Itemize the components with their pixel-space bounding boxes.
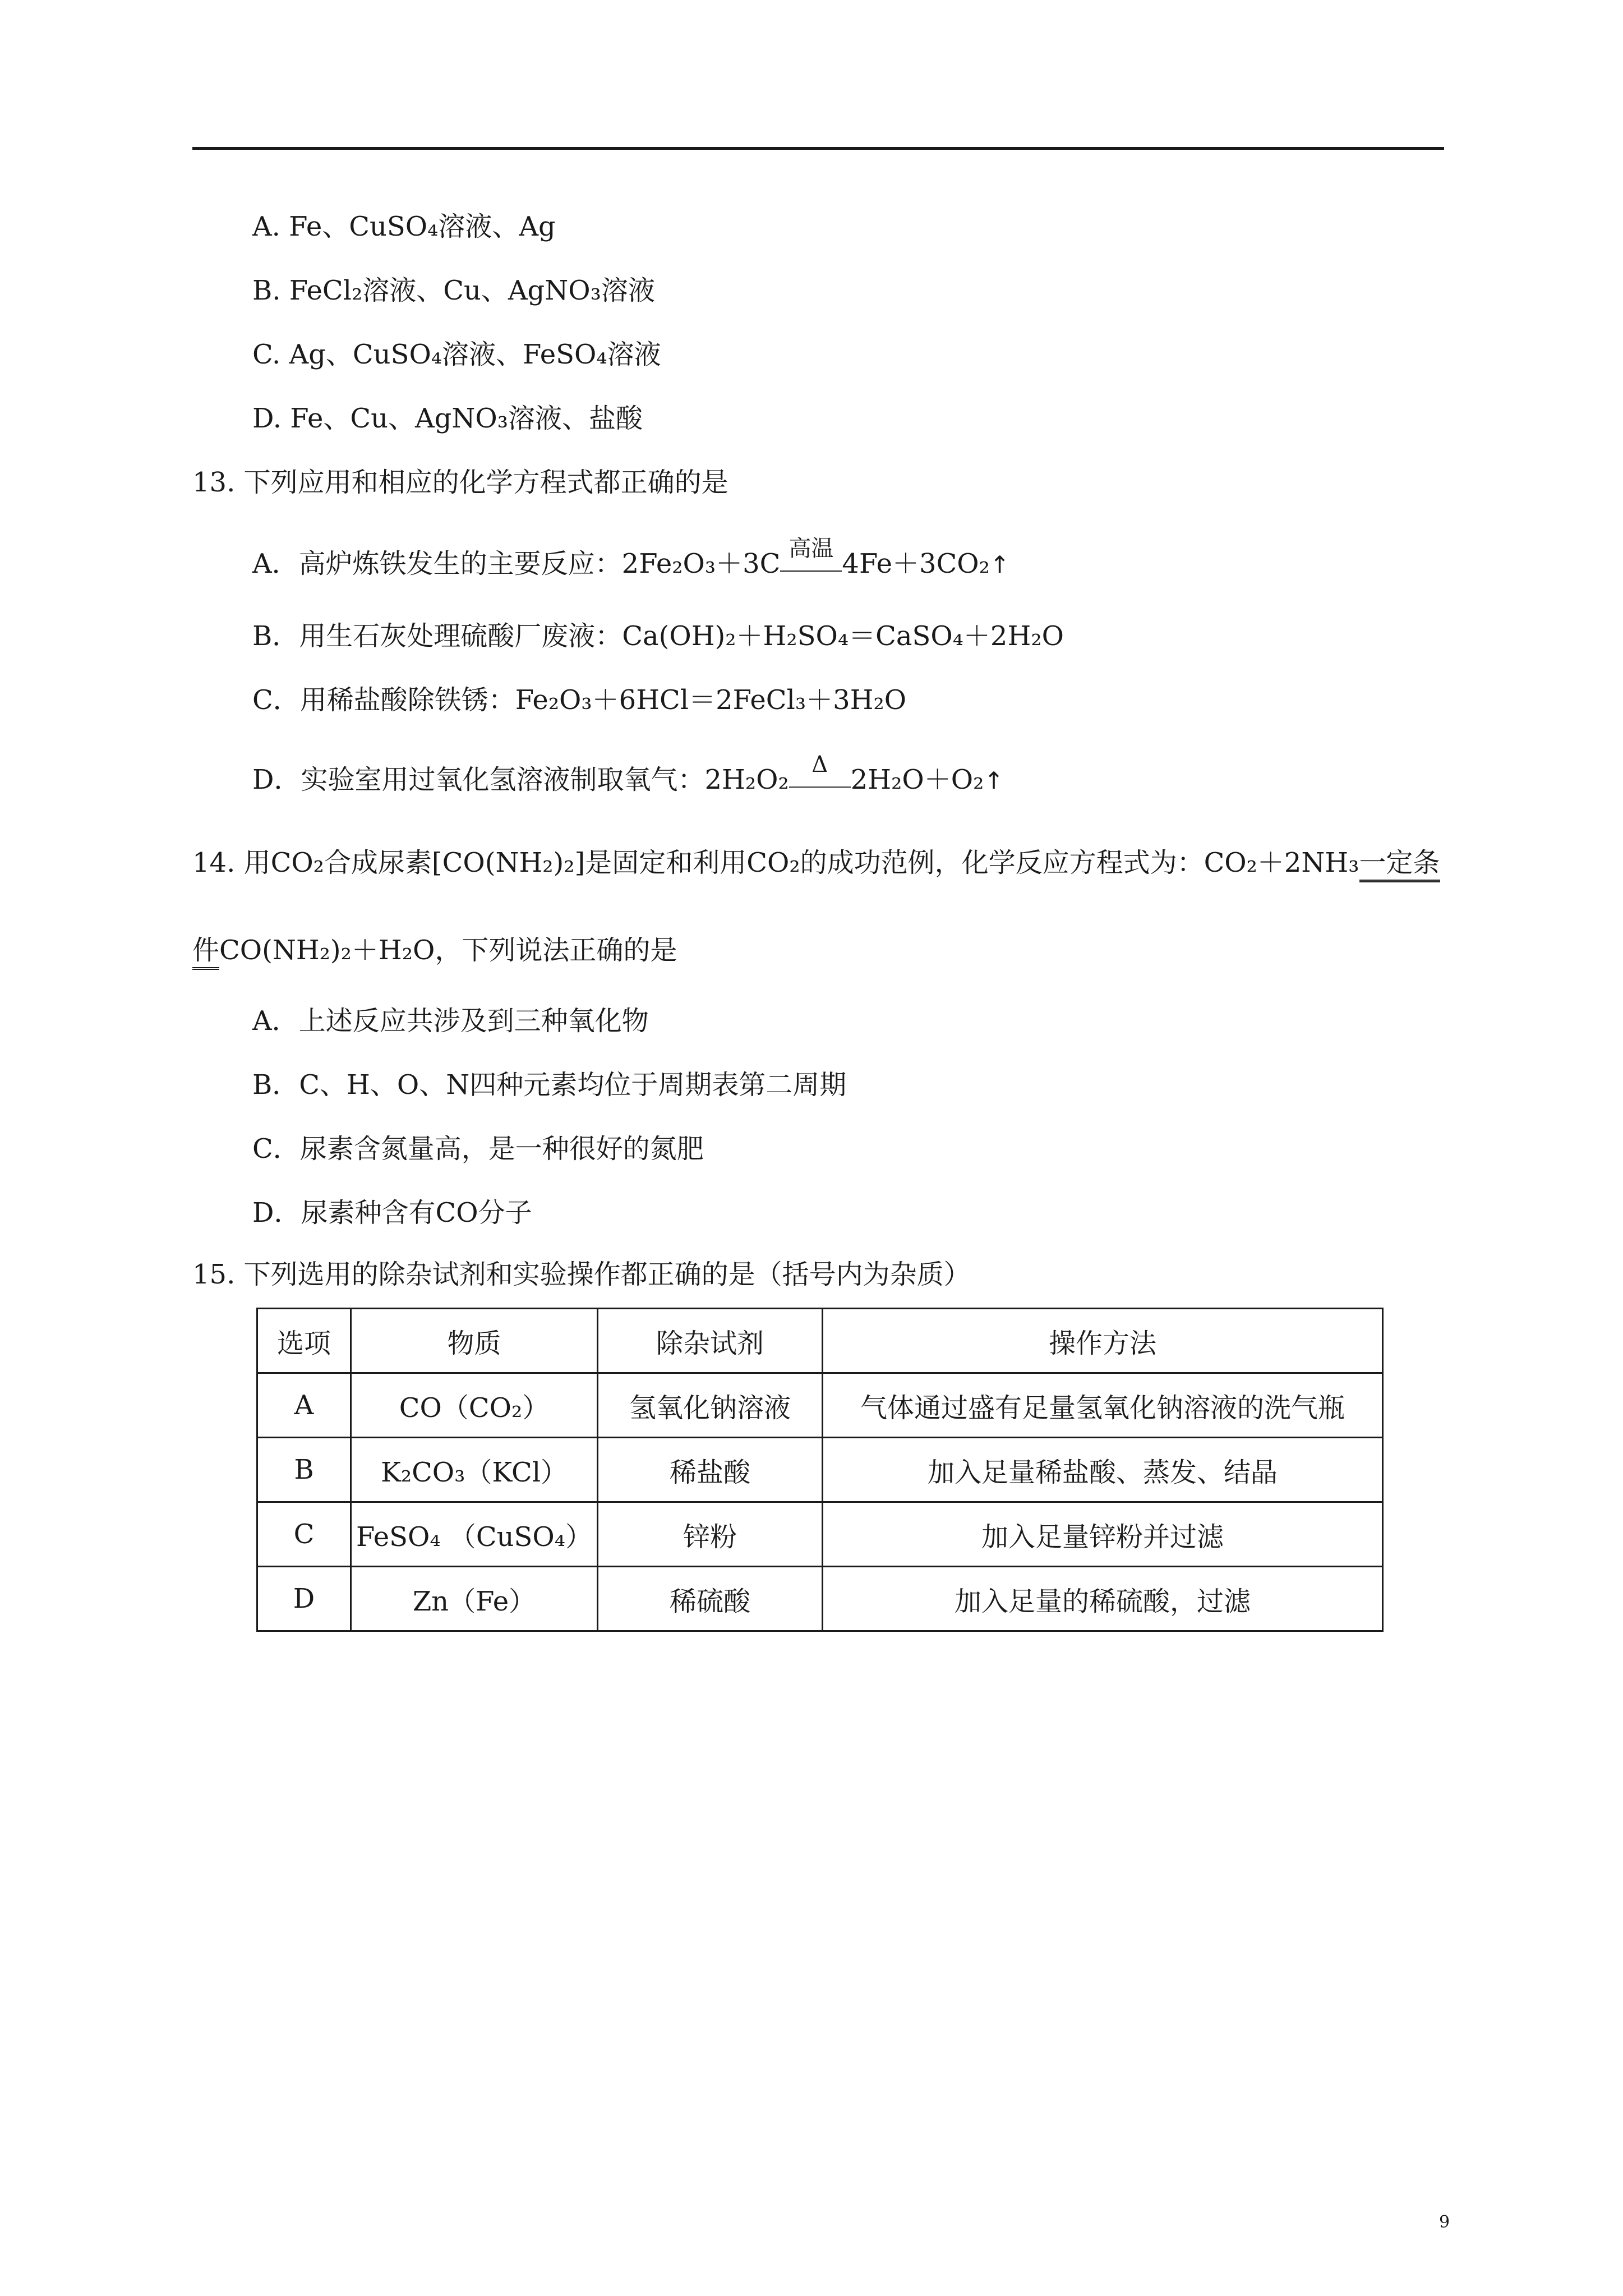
table-cell: Zn（Fe） bbox=[351, 1567, 598, 1631]
table-cell: 氢氧化钠溶液 bbox=[597, 1373, 822, 1438]
q13-option-d bbox=[252, 752, 1004, 798]
table-cell: 稀硫酸 bbox=[597, 1567, 822, 1631]
table-cell: C bbox=[257, 1502, 351, 1567]
reaction-condition-arrow bbox=[780, 536, 842, 572]
table-cell: B bbox=[257, 1438, 351, 1502]
q14-option-c: C．尿素含氮量高，是一种很好的氮肥 bbox=[252, 1133, 704, 1165]
header-rule bbox=[192, 147, 1444, 150]
q13-d-suffix: 2H₂O＋O₂ bbox=[850, 764, 984, 795]
table-row bbox=[257, 1438, 1383, 1502]
q14-condition-part2: 件 bbox=[192, 935, 219, 970]
reaction-condition-arrow bbox=[789, 752, 851, 788]
table-cell: K₂CO₃（KCl） bbox=[351, 1438, 598, 1502]
q13-stem: 13. 下列应用和相应的化学方程式都正确的是 bbox=[192, 467, 728, 498]
table-cell: 加入足量的稀硫酸，过滤 bbox=[823, 1567, 1383, 1631]
table-cell: D bbox=[257, 1567, 351, 1631]
page-number: 9 bbox=[1439, 2212, 1450, 2232]
q12-option-a: A. Fe、CuSO₄溶液、Ag bbox=[252, 211, 556, 242]
q13-a-prefix: A．高炉炼铁发生的主要反应：2Fe₂O₃＋3C bbox=[252, 548, 781, 579]
q14-condition-part1: 一定条 bbox=[1359, 847, 1440, 882]
q12-option-b: B. FeCl₂溶液、Cu、AgNO₃溶液 bbox=[252, 275, 655, 306]
q13-d-condition: Δ bbox=[811, 752, 828, 777]
table-header-row bbox=[257, 1309, 1383, 1373]
up-arrow-icon: ↑ bbox=[984, 767, 1004, 794]
q13-a-suffix: 4Fe＋3CO₂ bbox=[842, 548, 990, 579]
table-row bbox=[257, 1502, 1383, 1567]
table-row bbox=[257, 1567, 1383, 1631]
table-header-cell: 除杂试剂 bbox=[597, 1309, 822, 1373]
q13-d-prefix: D．实验室用过氧化氢溶液制取氧气：2H₂O₂ bbox=[252, 764, 789, 795]
table-cell: 加入足量稀盐酸、蒸发、结晶 bbox=[823, 1438, 1383, 1502]
q15-stem: 15. 下列选用的除杂试剂和实验操作都正确的是（括号内为杂质） bbox=[192, 1259, 971, 1290]
q14-line1-prefix: 14. 用CO₂合成尿素[CO(NH₂)₂]是固定和利用CO₂的成功范例，化学反应方程式为：CO₂＋2NH₃ bbox=[192, 847, 1359, 878]
q14-option-b: B．C、H、O、N四种元素均位于周期表第二周期 bbox=[252, 1069, 847, 1101]
q14-line2 bbox=[192, 933, 677, 967]
q14-line2-suffix: CO(NH₂)₂＋H₂O，下列说法正确的是 bbox=[219, 935, 677, 966]
table-cell: FeSO₄ （CuSO₄） bbox=[351, 1502, 598, 1567]
q13-option-b: B．用生石灰处理硫酸厂废液：Ca(OH)₂＋H₂SO₄＝CaSO₄＋2H₂O bbox=[252, 620, 1064, 652]
table-header-cell: 物质 bbox=[351, 1309, 598, 1373]
table-cell: CO（CO₂） bbox=[351, 1373, 598, 1438]
q12-option-c: C. Ag、CuSO₄溶液、FeSO₄溶液 bbox=[252, 339, 661, 370]
table-cell: 加入足量锌粉并过滤 bbox=[823, 1502, 1383, 1567]
table-row bbox=[257, 1373, 1383, 1438]
table-cell: 锌粉 bbox=[597, 1502, 822, 1567]
up-arrow-icon: ↑ bbox=[989, 551, 1010, 578]
table-header-cell: 选项 bbox=[257, 1309, 351, 1373]
q13-a-condition: 高温 bbox=[789, 536, 834, 562]
table-cell: A bbox=[257, 1373, 351, 1438]
q14-option-d: D．尿素种含有CO分子 bbox=[252, 1197, 532, 1228]
q14-option-a: A．上述反应共涉及到三种氧化物 bbox=[252, 1005, 649, 1037]
q14-line1 bbox=[192, 846, 1440, 880]
q12-option-d: D. Fe、Cu、AgNO₃溶液、盐酸 bbox=[252, 403, 643, 434]
q15-table bbox=[256, 1308, 1384, 1632]
table-header-cell: 操作方法 bbox=[823, 1309, 1383, 1373]
q13-option-a bbox=[252, 536, 1010, 582]
table-cell: 稀盐酸 bbox=[597, 1438, 822, 1502]
q13-option-c: C．用稀盐酸除铁锈：Fe₂O₃＋6HCl＝2FeCl₃＋3H₂O bbox=[252, 684, 907, 716]
table-cell: 气体通过盛有足量氢氧化钠溶液的洗气瓶 bbox=[823, 1373, 1383, 1438]
